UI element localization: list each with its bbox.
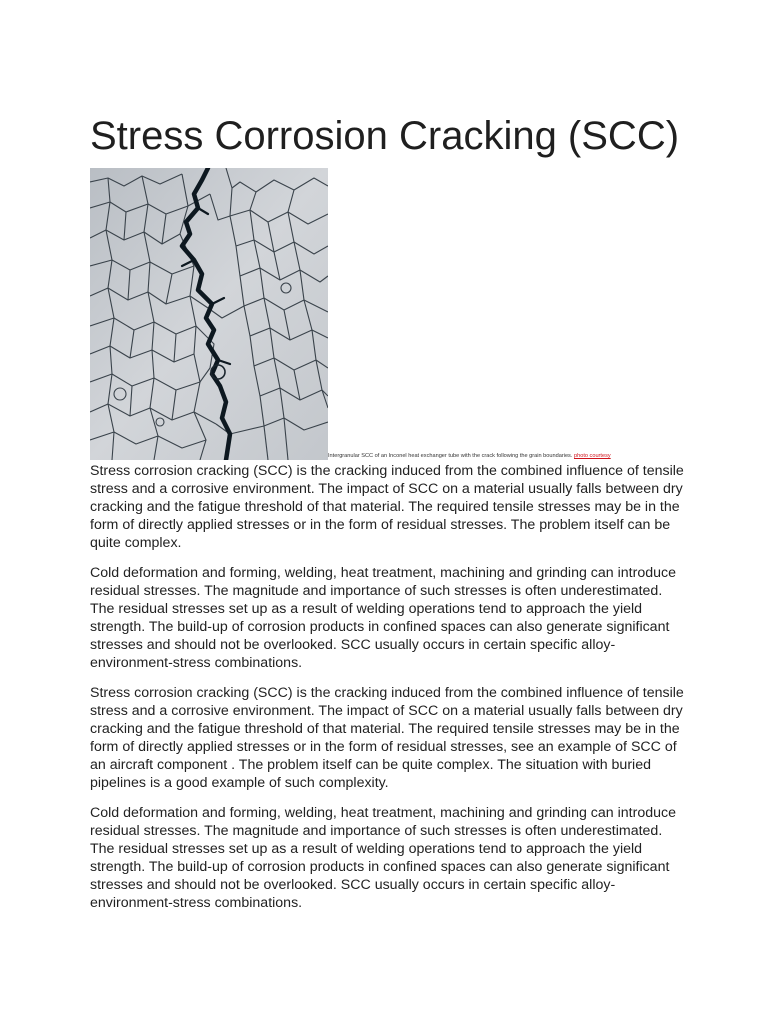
figure-caption-text: Intergranular SCC of an Inconel heat exchanger tube with the crack following the grain boundaries.: [328, 453, 573, 459]
body-text: [90, 462, 690, 924]
photo-courtesy-link[interactable]: photo courtesy: [573, 453, 611, 459]
document-title: Stress Corrosion Cracking (SCC): [90, 114, 680, 158]
figure-caption: [328, 453, 611, 460]
paragraph-3: Stress corrosion cracking (SCC) is the cracking induced from the combined influence of tensile stress and a corrosive environment. The impact of SCC on a material usually falls between dry cracking and the fatigue threshold of that material. The required tensile stresses may be in the form of directly applied stresses or in the form of residual stresses, see an example of SCC of an aircraft component . The problem itself can be quite complex. The situation with buried pipelines is a good example of such complexity.: [90, 685, 684, 791]
micrograph-image: [90, 168, 328, 460]
paragraph-4: Cold deformation and forming, welding, heat treatment, machining and grinding can introduce residual stresses. The magnitude and importance of such stresses is often underestimated. The residual stresses set up as a result of welding operations tend to approach the yield strength. The build-up of corrosion products in confined spaces can also generate significant stresses and should not be overlooked. SCC usually occurs in certain specific alloy-environment-stress combinations.: [90, 805, 676, 911]
paragraph-1: Stress corrosion cracking (SCC) is the cracking induced from the combined influence of tensile stress and a corrosive environment. The impact of SCC on a material usually falls between dry cracking and the fatigue threshold of that material. The required tensile stresses may be in the form of directly applied stresses or in the form of residual stresses. The problem itself can be quite complex.: [90, 463, 684, 551]
paragraph-2: Cold deformation and forming, welding, heat treatment, machining and grinding can introduce residual stresses. The magnitude and importance of such stresses is often underestimated. The residual stresses set up as a result of welding operations tend to approach the yield strength. The build-up of corrosion products in confined spaces can also generate significant stresses and should not be overlooked. SCC usually occurs in certain specific alloy-environment-stress combinations.: [90, 565, 676, 671]
